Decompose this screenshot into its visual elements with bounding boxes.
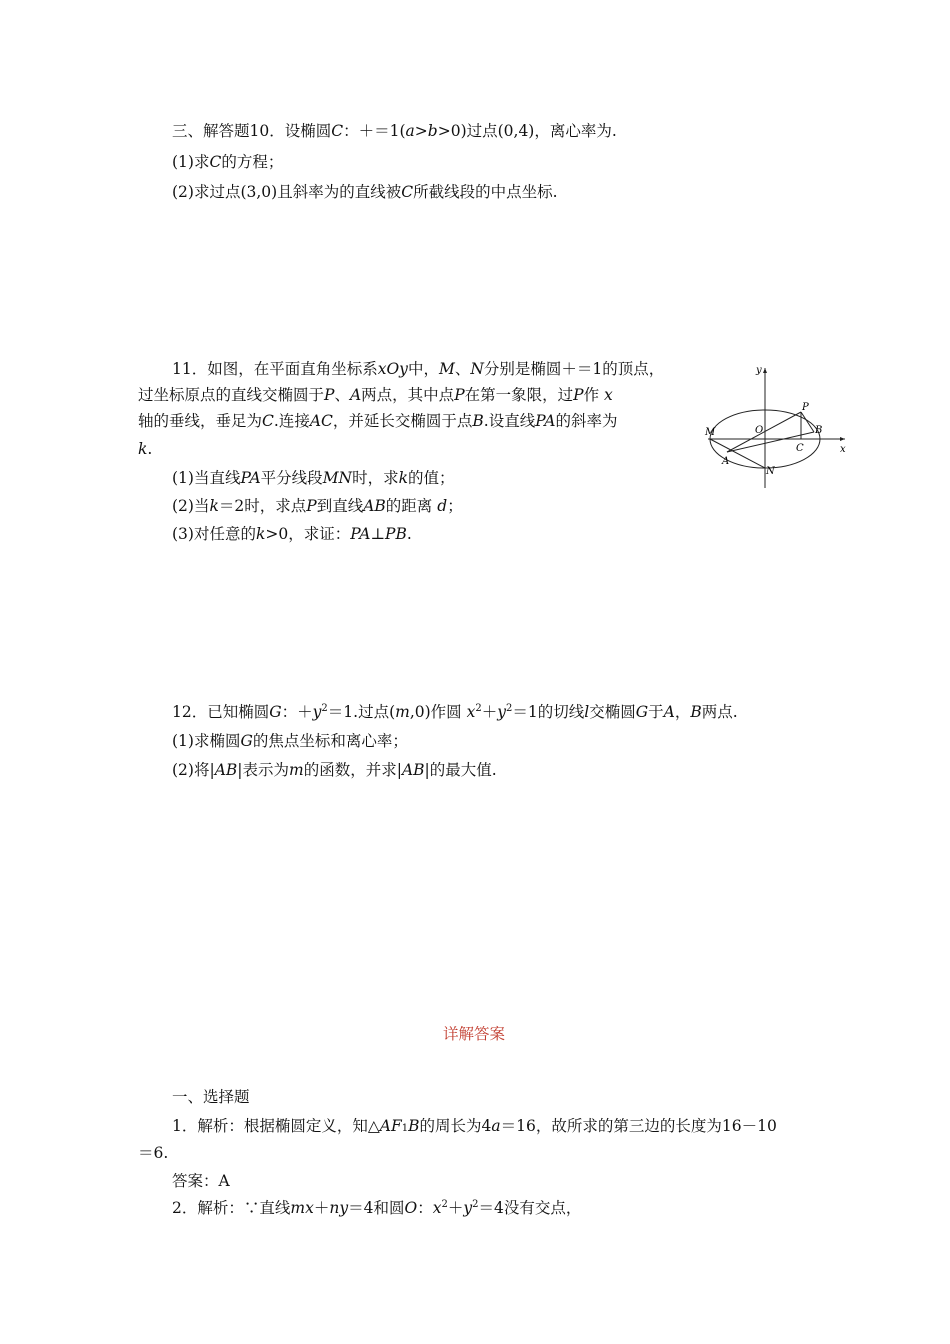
q11-text: 分别是椭圆＋＝1的顶点， [483, 360, 665, 378]
answer-var: mx [290, 1199, 314, 1217]
answer1-line2: ＝6. [138, 1144, 169, 1162]
q12-line1 [172, 702, 738, 722]
q12-text: (1)求椭圆 [172, 732, 241, 750]
q12-text: 交椭圆 [589, 703, 636, 721]
q12-text: ＝1.过点( [327, 703, 396, 721]
answer-text: 1．解析：根据椭圆定义，知△ [172, 1117, 380, 1135]
q12-var: AB [401, 761, 425, 779]
q12-sup: 2 [506, 702, 513, 714]
q11-line1 [172, 359, 664, 379]
q11-text: 过坐标原点的直线交椭圆于 [138, 386, 325, 404]
q11-var: P [573, 386, 584, 404]
answer-text: ＋ [447, 1199, 464, 1217]
q11-text: .连接 [273, 412, 310, 430]
q11-var: d [437, 497, 448, 515]
q11-var: x [604, 386, 613, 404]
q11-text: (2)当 [172, 497, 210, 515]
answer-sup: 2 [441, 1198, 448, 1210]
q11-var: PA [350, 525, 371, 543]
q10-var: C [401, 183, 414, 201]
q10-line1 [172, 121, 617, 141]
q10-sub2 [172, 182, 558, 202]
q12-var: m [289, 761, 304, 779]
q12-var: x [466, 703, 476, 721]
line-PA [727, 412, 801, 452]
q12-text: 两点. [701, 703, 738, 721]
answer-text: ： [417, 1199, 433, 1217]
answer-var: a [491, 1117, 501, 1135]
q10-text: > [414, 122, 428, 140]
q11-var: B [472, 412, 484, 430]
q11-text: . [147, 440, 153, 458]
answer-var: B [408, 1117, 420, 1135]
q11-var: N [470, 360, 484, 378]
q11-sub3 [172, 524, 412, 544]
q12-var: A [663, 703, 675, 721]
q11-var: P [306, 497, 317, 515]
q10-text: >0)过点(0,4)，离心率为. [437, 122, 617, 140]
answer-var: AF [379, 1117, 402, 1135]
q11-var: AB [363, 497, 386, 515]
q10-text: 所截线段的中点坐标. [413, 183, 558, 201]
answer1-line1 [172, 1116, 777, 1139]
q12-sup: 2 [321, 702, 328, 714]
q11-text: ＝2时，求点 [218, 497, 307, 515]
q11-line3 [138, 411, 617, 431]
q11-text: 的距离 [385, 497, 433, 515]
q11-var: k [138, 440, 148, 458]
label-B: B [815, 425, 823, 436]
q11-text: 两点，其中点 [361, 386, 455, 404]
q11-text: 在第一象限，过 [464, 386, 574, 404]
q11-text: 、 [454, 360, 471, 378]
answer-text: 的周长为4 [419, 1117, 492, 1135]
q12-text: ， [674, 703, 691, 721]
answer-var: O [404, 1199, 418, 1217]
q11-text: .设直线 [483, 412, 536, 430]
q12-text: ＋ [481, 703, 498, 721]
q12-text: |表示为 [237, 761, 290, 779]
q10-var: a [405, 122, 415, 140]
answer-sub: 1 [401, 1123, 409, 1134]
q11-var: xOy [377, 360, 408, 378]
q12-var: G [240, 732, 253, 750]
q11-text: 的斜率为 [555, 412, 618, 430]
q11-text: ⊥ [370, 525, 386, 543]
answer-text: ＝4没有交点， [478, 1199, 582, 1217]
q11-var: PA [240, 469, 261, 487]
line-MN [710, 439, 765, 468]
q12-sup: 2 [475, 702, 482, 714]
q12-text: 12．已知椭圆 [172, 703, 270, 721]
q12-var: m [395, 703, 410, 721]
q11-var: A [349, 386, 362, 404]
q11-text: 时，求 [352, 469, 399, 487]
q12-var: y [497, 703, 507, 721]
q11-text: 轴的垂线，垂足为 [138, 412, 263, 430]
ellipse-figure [700, 360, 850, 490]
q11-var: AC [309, 412, 333, 430]
q11-var: k [255, 525, 266, 543]
x-axis-arrow [840, 437, 845, 441]
q12-sub1 [172, 731, 408, 751]
q12-var: G [269, 703, 282, 721]
q11-var: MN [322, 469, 353, 487]
q11-var: P [324, 386, 335, 404]
q11-text: 中， [407, 360, 439, 378]
label-y: y [756, 365, 762, 376]
answer2-line1 [172, 1198, 581, 1218]
answer-text: ＋ [313, 1199, 330, 1217]
q11-text: 平分线段 [260, 469, 323, 487]
q11-text: 的值； [408, 469, 455, 487]
answer-var: y [463, 1199, 473, 1217]
label-M: M [705, 427, 716, 438]
answer-var: x [432, 1199, 442, 1217]
q11-var: P [454, 386, 465, 404]
label-P: P [802, 402, 809, 413]
label-A: A [722, 456, 730, 467]
answers-section1: 一、选择题 [172, 1088, 250, 1106]
q11-text: 到直线 [316, 497, 364, 515]
answer1-result: 答案：A [172, 1172, 230, 1190]
label-C: C [796, 443, 804, 454]
q12-text: (2)将| [172, 761, 215, 779]
y-axis-arrow [763, 368, 767, 373]
q11-sub2 [172, 496, 463, 516]
q11-var: PA [535, 412, 556, 430]
q10-text: (1)求 [172, 153, 210, 171]
answer-text: ＝16，故所求的第三边的长度为16－10 [500, 1117, 777, 1135]
q12-var: B [690, 703, 702, 721]
q11-text: ； [447, 497, 463, 515]
q11-text: 11．如图，在平面直角坐标系 [172, 360, 378, 378]
answer-text: 2．解析：∵直线 [172, 1199, 291, 1217]
q11-text: 作 [583, 386, 600, 404]
q10-var: C [209, 153, 222, 171]
q11-text: . [406, 525, 412, 543]
q11-line4 [138, 439, 152, 459]
q11-text: (3)对任意的 [172, 525, 256, 543]
q11-text: ，并延长交椭圆于点 [332, 412, 473, 430]
q12-text: ：＋ [281, 703, 313, 721]
q12-var: G [635, 703, 649, 721]
q12-text: ,0)作圆 [409, 703, 462, 721]
q12-var: y [312, 703, 322, 721]
q10-sub1 [172, 152, 283, 172]
q11-line2 [138, 385, 613, 405]
q12-text: 于 [648, 703, 664, 721]
q12-text: 的焦点坐标和离心率； [252, 732, 408, 750]
q12-var: AB [214, 761, 238, 779]
q12-var: l [584, 703, 590, 721]
q10-text: ：＋＝1( [343, 122, 406, 140]
answer-sup: 2 [472, 1198, 479, 1210]
q11-var: k [398, 469, 409, 487]
q11-text: (1)当直线 [172, 469, 241, 487]
q11-text: >0，求证： [265, 525, 351, 543]
q10-text: (2)求过点(3,0)且斜率为的直线被 [172, 183, 402, 201]
label-x: x [840, 444, 846, 455]
q10-var: C [331, 122, 344, 140]
label-N: N [766, 466, 775, 477]
q11-sub1 [172, 468, 455, 488]
q12-text: 的函数，并求| [303, 761, 402, 779]
line-PB [801, 412, 814, 432]
q12-sub2 [172, 760, 497, 780]
q12-text: ＝1的切线 [512, 703, 585, 721]
q11-var: M [438, 360, 455, 378]
q11-var: C [262, 412, 274, 430]
answer-var: ny [329, 1199, 349, 1217]
answers-title: 详解答案 [443, 1025, 506, 1043]
q10-text: 三、解答题10．设椭圆 [172, 122, 332, 140]
answer-text: ＝4和圆 [348, 1199, 405, 1217]
q10-text: 的方程； [221, 153, 284, 171]
q11-text: 、 [334, 386, 350, 404]
q12-text: |的最大值. [424, 761, 497, 779]
label-O: O [755, 425, 764, 436]
q11-var: k [209, 497, 219, 515]
q11-var: PB [385, 525, 407, 543]
q10-var: b [427, 122, 438, 140]
